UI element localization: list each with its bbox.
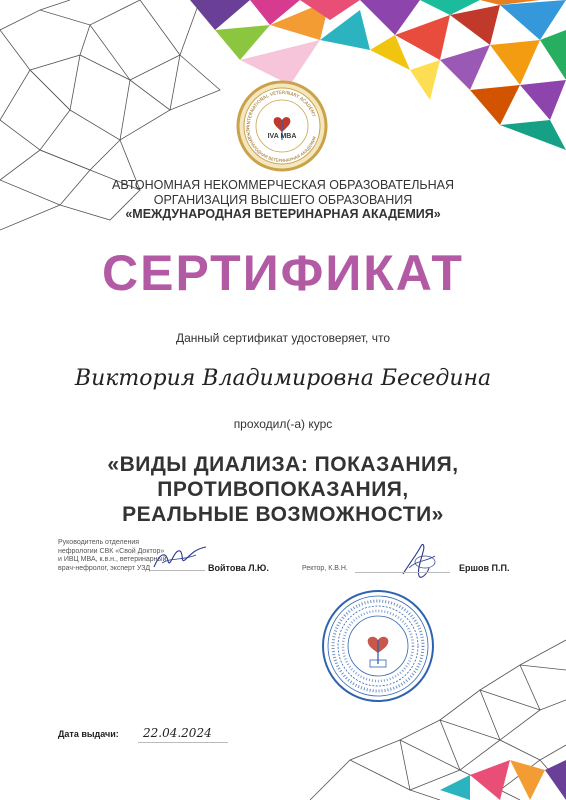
seal-abbr: IVA MBA (267, 133, 297, 140)
recipient-name: Виктория Владимировна Беседина (74, 366, 492, 391)
seal-ring-text: INTERNATIONAL VETERINARY ACADEMY (246, 90, 316, 127)
signer2-signature (395, 540, 445, 582)
signer1-signature (150, 543, 210, 573)
organization-name (0, 178, 566, 222)
signer1-position-line: врач-нефролог, эксперт УЗД (58, 564, 151, 572)
certificate-title: СЕРТИФИКАТ (102, 245, 464, 301)
signer2-name: Ершов П.П. (459, 563, 510, 573)
attended-text: проходил(-а) курс (233, 417, 333, 431)
organization-line-3: «МЕЖДУНАРОДНАЯ ВЕТЕРИНАРНАЯ АКАДЕМИЯ» (125, 207, 441, 221)
signer1-line (150, 570, 205, 571)
course-line-1: «ВИДЫ ДИАЛИЗА: ПОКАЗАНИЯ, (107, 453, 459, 476)
signer1-position-line: и ИВЦ МВА, к.в.н., ветеринарный (58, 556, 167, 563)
official-stamp (320, 588, 436, 704)
course-title (0, 452, 566, 527)
academy-seal-logo (236, 80, 328, 172)
course-line-2: ПРОТИВОПОКАЗАНИЯ, (157, 478, 409, 501)
issue-date-value: 22.04.2024 (143, 726, 212, 740)
issue-date-label: Дата выдачи: (58, 729, 119, 739)
seal-ring-text-ru: МЕЖДУНАРОДНАЯ ВЕТЕРИНАРНАЯ АКАДЕМИЯ (244, 125, 318, 164)
issue-date-line (138, 742, 228, 743)
signer1-position-line: Руководитель отделения (58, 539, 140, 546)
bottom-right-color-triangles (440, 760, 566, 800)
signer1-position-line: нефрологии СВК «Свой Доктор» (58, 547, 165, 555)
signer2-position: Ректор, К.В.Н. (302, 565, 348, 572)
course-line-3: РЕАЛЬНЫЕ ВОЗМОЖНОСТИ» (122, 503, 444, 526)
organization-line-1: АВТОНОМНАЯ НЕКОММЕРЧЕСКАЯ ОБРАЗОВАТЕЛЬНАЯ (111, 178, 455, 192)
certifies-text: Данный сертификат удостоверяет, что (176, 331, 390, 345)
signer2-line (355, 572, 450, 573)
signer1-name: Войтова Л.Ю. (208, 563, 269, 573)
organization-line-2: ОРГАНИЗАЦИЯ ВЫСШЕГО ОБРАЗОВАНИЯ (153, 192, 413, 207)
